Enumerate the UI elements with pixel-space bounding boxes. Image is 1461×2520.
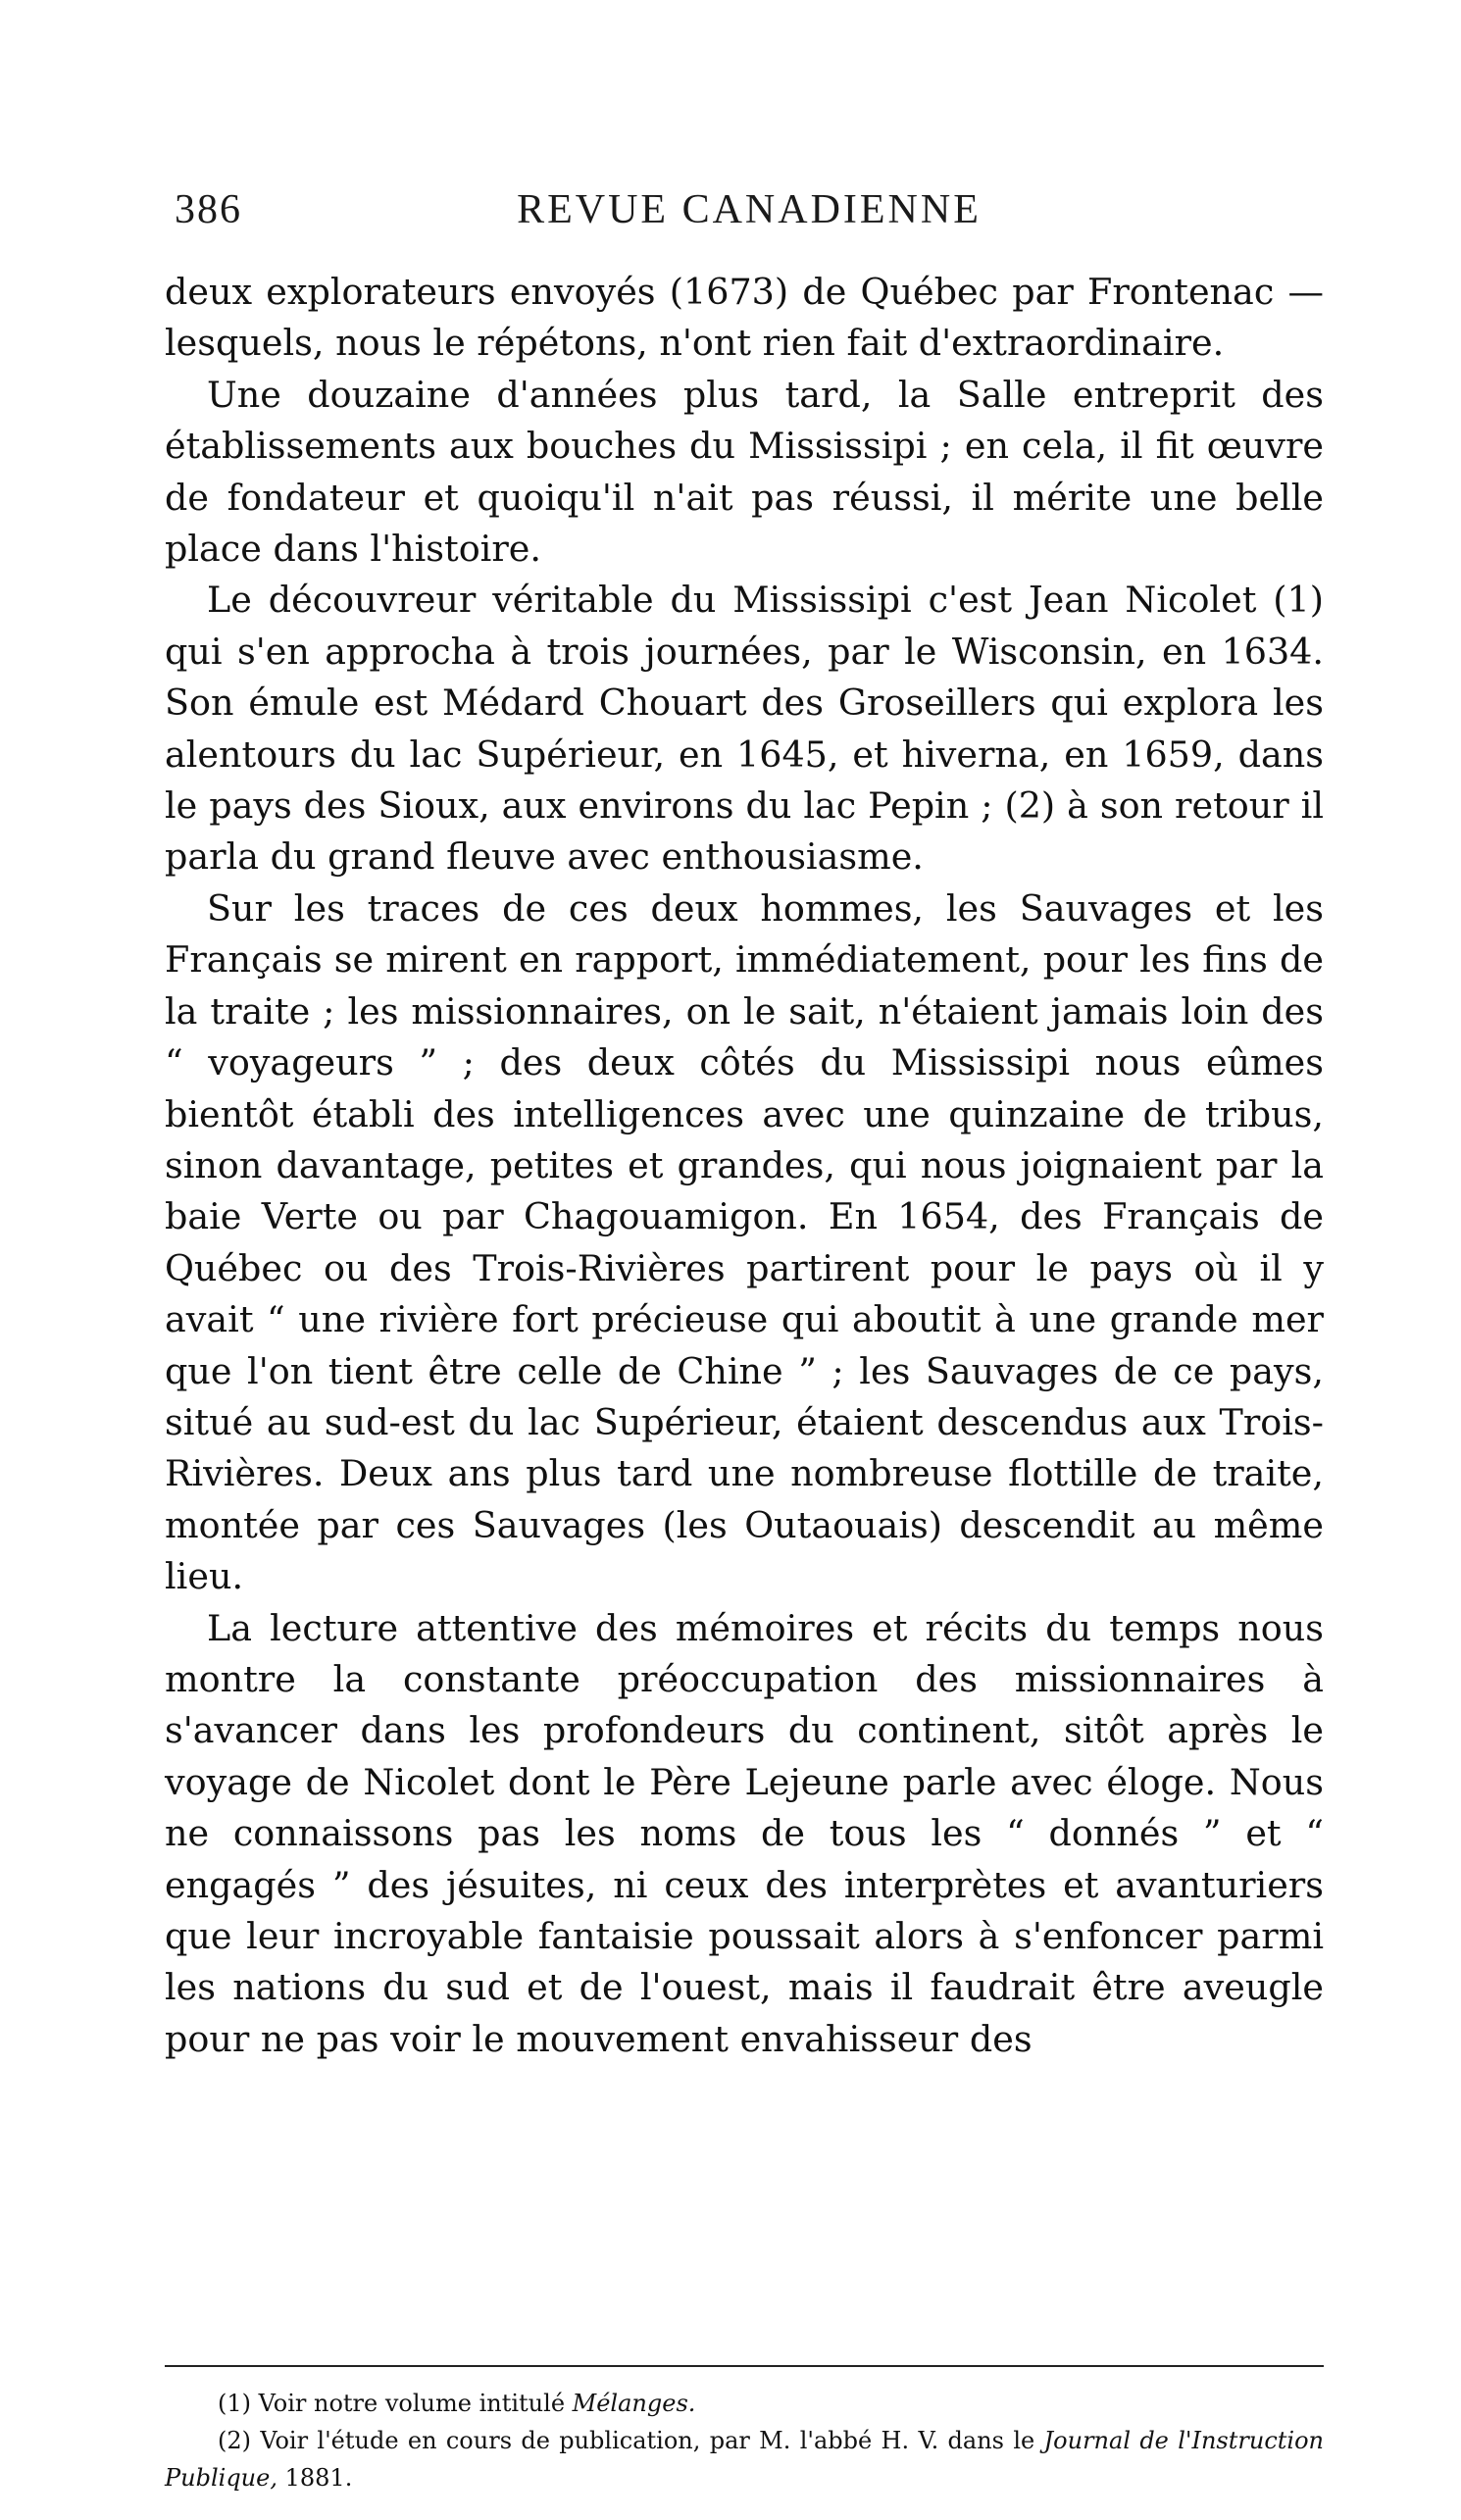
footnote-text: Voir l'étude en cours de publication, par M. l'abbé H. V. dans le [260,2427,1035,2454]
footnote-2 [165,2422,1324,2496]
body-text [165,267,1324,2065]
footnote-marker: (1) [218,2390,251,2417]
footnote-title: Journal de l'Instruction Publique, [165,2427,1324,2492]
footnote-year: 1881. [284,2464,353,2492]
footnote-text: Voir notre volume intitulé [258,2390,566,2417]
footnote-divider [165,2365,1324,2367]
paragraph: Le découvreur véritable du Mississipi c'est Jean Nicolet (1) qui s'en approcha à trois journées, par le Wisconsin, en 1634. Son émule est Médard Chouart des Groseillers qui explora les alentours du lac Supérieur, en 1645, et hiverna, en 1659, dans le pays des Sioux, aux environs du lac Pepin ; (2) à son retour il parla du grand fleuve avec enthousiasme. [165,579,1324,879]
footnote-marker: (2) [218,2427,251,2454]
paragraph: La lecture attentive des mémoires et récits du temps nous montre la constante préoccupation des missionnaires à s'avancer dans les profondeurs du continent, sitôt après le voyage de Nicolet dont le Père Lejeune parle avec éloge. Nous ne connaissons pas les noms de tous les “ donnés ” et “ engagés ” des jésuites, ni ceux des interprètes et avanturiers que leur incroyable fantaisie poussait alors à s'enfoncer parmi les nations du sud et de l'ouest, mais il faudrait être aveugle pour ne pas voir le mouvement envahisseur des [165,1606,1324,2060]
paragraph: Une douzaine d'années plus tard, la Salle entreprit des établissements aux bouches du Mississipi ; en cela, il fit œuvre de fondateur et quoiqu'il n'ait pas réussi, il mérite une belle place dans l'histoire. [165,373,1324,571]
footnote-1 [165,2385,1324,2422]
page-header [175,186,1324,245]
footnote-title: Mélanges. [572,2390,696,2417]
page-number: 386 [175,187,242,232]
footnotes [165,2385,1324,2496]
running-title: REVUE CANADIENNE [517,187,982,232]
paragraph: Sur les traces de ces deux hommes, les Sauvages et les Français se mirent en rapport, immédiatement, pour les fins de la traite ; les missionnaires, on le sait, n'étaient jamais loin des “ voyageurs ” ; des deux côtés du Mississipi nous eûmes bientôt établi des intelligences avec une quinzaine de tribus, sinon davantage, petites et grandes, qui nous joignaient par la baie Verte ou par Chagouamigon. En 1654, des Français de Québec ou des Trois-Rivières partirent pour le pays où il y avait “ une rivière fort précieuse qui aboutit à une grande mer que l'on tient être celle de Chine ” ; les Sauvages de ce pays, situé au sud-est du lac Supérieur, étaient descendus aux Trois-Rivières. Deux ans plus tard une nombreuse flottille de traite, montée par ces Sauvages (les Outaouais) descendit au même lieu. [165,886,1324,1598]
paragraph-continuation: deux explorateurs envoyés (1673) de Québec par Frontenac —lesquels, nous le répétons, n'ont rien fait d'extraordinaire. [165,271,1324,365]
